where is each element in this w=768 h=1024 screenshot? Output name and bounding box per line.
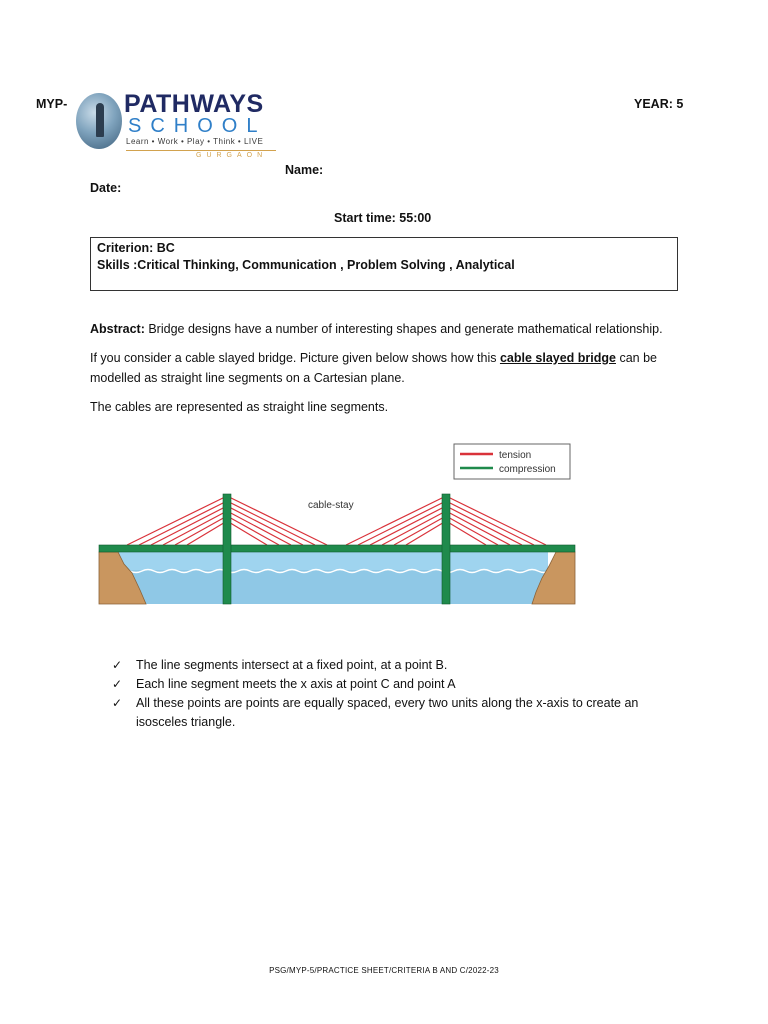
logo-subword: SCHOOL	[128, 115, 267, 137]
cable-line	[227, 506, 303, 545]
checklist-item	[112, 675, 672, 694]
abstract-label: Abstract:	[90, 322, 145, 336]
cable-line	[227, 516, 279, 545]
cable-line	[370, 506, 446, 545]
skills-line: Skills :Critical Thinking, Communication , Problem Solving , Analytical	[97, 258, 515, 272]
cable-line	[175, 516, 227, 545]
cable-line	[394, 516, 446, 545]
cable-line	[151, 506, 227, 545]
school-logo	[76, 90, 276, 165]
criterion-line: Criterion: BC	[97, 241, 175, 255]
cable-stay-label: cable-stay	[308, 500, 354, 511]
checklist-item-text: The line segments intersect at a fixed point, at a point B.	[136, 658, 448, 672]
cables-paragraph: The cables are represented as straight line segments.	[90, 400, 389, 414]
name-label: Name:	[285, 163, 324, 177]
legend-tension: tension	[499, 450, 532, 461]
checklist-item-text: All these points are points are equally spaced, every two units along the x-axis to create an isosceles triangle.	[136, 696, 639, 729]
left-pylon	[223, 494, 231, 604]
year-label: YEAR: 5	[634, 97, 684, 111]
cable-text-1: If you consider a cable slayed bridge. Picture given below shows how this	[90, 351, 500, 365]
check-icon: ✓	[112, 677, 123, 691]
abstract-text: Bridge designs have a number of interesting shapes and generate mathematical relationship.	[144, 322, 663, 336]
logo-city: GURGAON	[196, 152, 268, 159]
check-icon: ✓	[112, 658, 123, 672]
cable-line	[446, 521, 486, 545]
legend-compression: compression	[499, 464, 556, 475]
checklist-item	[112, 694, 672, 732]
criterion-box	[90, 237, 678, 291]
logo-divider	[126, 150, 276, 151]
myp-label: MYP-	[36, 97, 68, 111]
checklist-item-text: Each line segment meets the x axis at point C and point A	[136, 677, 456, 691]
cable-line	[406, 521, 446, 545]
start-time: Start time: 55:00	[334, 211, 432, 225]
cable-line	[227, 521, 267, 545]
checklist	[112, 656, 672, 732]
cable-paragraph	[90, 348, 670, 388]
cable-line	[446, 506, 522, 545]
abstract-paragraph	[90, 319, 690, 339]
logo-wordmark: PATHWAYS	[124, 90, 264, 118]
cable-line	[187, 521, 227, 545]
check-icon: ✓	[112, 696, 123, 710]
checklist-item	[112, 656, 672, 675]
logo-emblem	[76, 93, 122, 149]
bridge-deck	[99, 545, 575, 552]
right-pylon	[442, 494, 450, 604]
figure-legend	[454, 444, 570, 479]
bridge-figure	[96, 440, 578, 606]
logo-tagline: Learn • Work • Play • Think • LIVE	[126, 137, 264, 146]
date-label: Date:	[90, 181, 122, 195]
cable-text-2: can be modelled as straight line segments on a Cartesian plane.	[90, 351, 657, 385]
cable-slayed-bridge-link: cable slayed bridge	[499, 351, 616, 365]
river-water	[118, 552, 550, 604]
cable-line	[446, 516, 498, 545]
footer: PSG/MYP-5/PRACTICE SHEET/CRITERIA B AND C/2022-23	[269, 966, 499, 975]
